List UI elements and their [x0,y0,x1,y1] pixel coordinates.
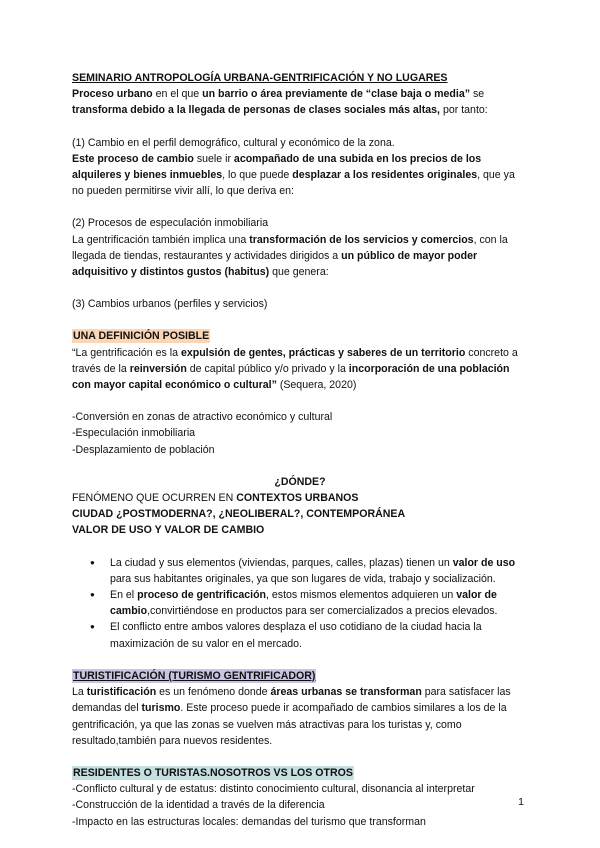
document-title: SEMINARIO ANTROPOLOGÍA URBANA-GENTRIFICACIÓN Y NO LUGARES [72,72,448,84]
turistificacion-heading: TURISTIFICACIÓN (TURISMO GENTRIFICADOR) [73,669,316,682]
residentes-item: -Impacto en las estructuras locales: demandas del turismo que transforman [72,815,426,828]
page-number: 1 [518,796,524,808]
donde-line-3: VALOR DE USO Y VALOR DE CAMBIO [72,524,265,537]
donde-bullet-list [72,555,528,652]
donde-heading: ¿DÓNDE? [274,475,326,488]
residentes-heading: RESIDENTES O TURISTAS.NOSOTROS VS LOS OTROS [73,766,353,779]
section-3-heading: (3) Cambios urbanos (perfiles y servicios) [72,298,268,311]
donde-line-1: FENÓMENO QUE OCURREN EN CONTEXTOS URBANOS [72,492,359,505]
turistificacion-paragraph: La turistificación es un fenómeno donde áreas urbanas se transforman para satisfacer las demandas del turismo. Este proceso puede ir acompañado de cambios similares a los de la gentrificación, ya que las zonas se vuelven más atractivas para los turistas y, como resultado,también para nuevos residentes. [72,686,511,747]
definicion-item: -Especulación inmobiliaria [72,427,196,440]
donde-line-2: CIUDAD ¿POSTMODERNA?, ¿NEOLIBERAL?, CONTEMPORÁNEA [72,508,406,521]
intro-paragraph: Proceso urbano en el que un barrio o área previamente de “clase baja o media” se transforma debido a la llegada de personas de clases sociales más altas, por tanto: [72,88,488,117]
definicion-item: -Desplazamiento de población [72,443,215,456]
section-1-heading: (1) Cambio en el perfil demográfico, cultural y económico de la zona. [72,136,395,149]
section-2-heading: (2) Procesos de especulación inmobiliaria [72,217,269,230]
definicion-quote: “La gentrificación es la expulsión de gentes, prácticas y saberes de un territorio concreto a través de la reinversión de capital público y/o privado y la incorporación de una población con mayor capital económico o cultural” (Sequera, 2020) [72,346,518,392]
bullet-item: ● La ciudad y sus elementos (viviendas, parques, calles, plazas) tienen un valor de uso para sus habitantes originales, ya que son lugares de vida, trabajo y socialización. [110,555,528,587]
residentes-item: -Construcción de la identidad a través de la diferencia [72,799,325,812]
section-2-paragraph: La gentrificación también implica una transformación de los servicios y comercios, con la llegada de tiendas, restaurantes y actividades dirigidos a un público de mayor poder adquisitivo y distintos gustos (habitus) que genera: [72,233,508,279]
section-1-paragraph: Este proceso de cambio suele ir acompañado de una subida en los precios de los alquileres y bienes inmuebles, lo que puede desplazar a los residentes originales, que ya no pueden permitirse vivir allí, lo que deriva en: [72,152,515,198]
bullet-item: ● El conflicto entre ambos valores desplaza el uso cotidiano de la ciudad hacia la maximización de su valor en el mercado. [110,619,528,651]
bullet-item: ● En el proceso de gentrificación, estos mismos elementos adquieren un valor de cambio,convirtiéndose en productos para ser comercializados a precios elevados. [110,587,528,619]
document-page [72,70,528,830]
residentes-item: -Conflicto cultural y de estatus: distinto conocimiento cultural, disonancia al interpretar [72,783,475,796]
definicion-heading: UNA DEFINICIÓN POSIBLE [73,330,210,343]
definicion-item: -Conversión en zonas de atractivo económico y cultural [72,411,333,424]
